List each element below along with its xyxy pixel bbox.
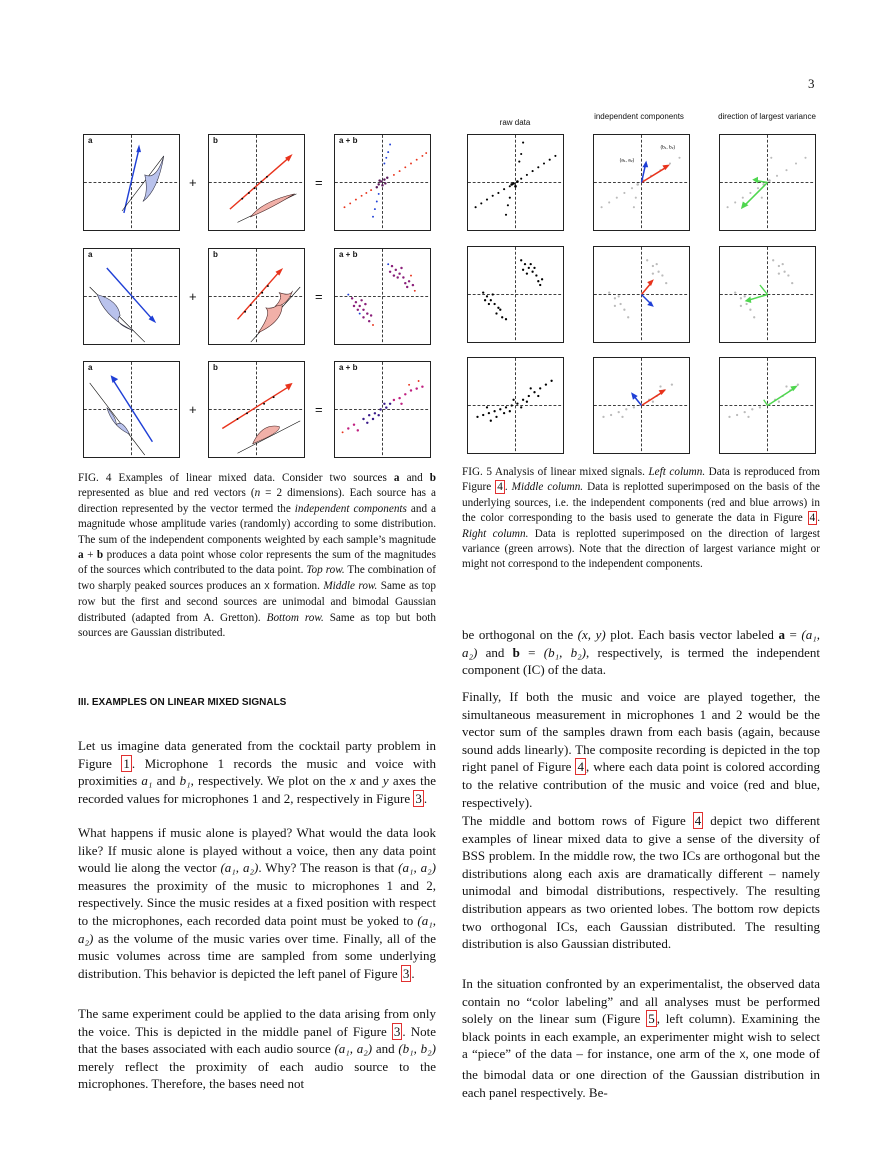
- body-text: , respectively. We plot on the: [190, 773, 350, 789]
- fig4-row3-panel-ab: [334, 361, 431, 458]
- math: (a₁, a₂): [78, 912, 436, 946]
- fig5-header-ic: independent components: [594, 112, 684, 121]
- figure-link[interactable]: 4: [809, 512, 816, 525]
- caption-italic: Top row.: [306, 564, 345, 577]
- fig5-row3-variance-plot: [720, 358, 815, 453]
- fig4-row1-ab-plot: [335, 135, 430, 230]
- panel-label: b: [213, 250, 218, 259]
- fig5-row3-variance: [719, 357, 816, 454]
- fig5-header-variance: direction of largest variance: [718, 112, 816, 121]
- body-text: as the volume of the music varies over time. Finally, all of the music volumes across time are sampled from some underlying distribution. This behavior is depicted the left panel of Figure: [78, 930, 436, 981]
- equals-sign: =: [315, 402, 323, 417]
- math-bold: a: [778, 627, 785, 642]
- fig5-header-raw: raw data: [499, 118, 531, 127]
- panel-label: a + b: [339, 363, 358, 372]
- body-text: What happens if music alone is played? What would the data look like? If music alone is played without a voice, then any data point would lie along the vector: [78, 825, 436, 876]
- fig5-row2-raw: [467, 246, 564, 343]
- body-text: The same experiment could be applied to the data arising from only the voice. This is depicted in the middle panel of Figure: [78, 1006, 436, 1039]
- body-text: Let us imagine data generated from the cocktail party problem in Figure: [78, 738, 436, 771]
- body-text: and: [372, 1041, 399, 1057]
- fig4-row2-panel-ab: [334, 248, 431, 345]
- equals-sign: =: [315, 289, 323, 304]
- body-text: .: [423, 790, 428, 806]
- math: (b₁, b₂): [398, 1041, 436, 1057]
- body-text: plot. Each basis vector labeled: [605, 627, 779, 642]
- plus-sign: +: [189, 402, 197, 417]
- caption-text: .: [817, 512, 820, 525]
- math: x: [349, 773, 356, 789]
- figure-link[interactable]: 3: [393, 1023, 401, 1039]
- annotation-a: (a₁, a₂): [619, 158, 635, 164]
- fig4-row1-panel-ab: [334, 134, 431, 231]
- body-mono: X: [739, 1051, 746, 1063]
- body-text: and: [477, 644, 513, 660]
- fig5-row3-raw: [467, 357, 564, 454]
- body-text: , one mode of the bimodal data or one direction of the Gaussian distribution in each panel respectively. Be-: [462, 1046, 820, 1100]
- caption-text: .: [504, 481, 512, 494]
- caption-text: The combination of two sharply peaked sources produces an: [78, 564, 436, 592]
- caption-italic: Right column.: [462, 527, 529, 540]
- fig5-row1-ic: [593, 134, 690, 231]
- math: (a₁, a₂): [462, 627, 820, 660]
- fig4-caption: [78, 471, 436, 641]
- body-text: be orthogonal on the: [462, 627, 578, 642]
- fig4-row1-b-plot: [209, 135, 304, 230]
- body-text: and: [152, 773, 180, 789]
- figure-link[interactable]: 4: [577, 759, 584, 775]
- equals-sign: =: [315, 175, 323, 190]
- left-paragraph-3: [78, 1005, 436, 1093]
- fig4-row3-panel-b: [208, 361, 305, 458]
- panel-label: b: [213, 136, 218, 145]
- caption-text: = 2 dimensions). Each source has a direction represented by the vector termed the: [78, 487, 436, 515]
- fig5-row1-variance-plot: [720, 135, 815, 230]
- figure-link[interactable]: 4: [694, 813, 702, 828]
- fig4-row3-panel-a: [83, 361, 180, 458]
- fig5-row3-ic-plot: [594, 358, 689, 453]
- plus-sign: +: [189, 175, 197, 190]
- caption-text: represented as blue and red vectors (: [78, 487, 255, 500]
- caption-text: and a magnitude whose amplitude varies (randomly) according to some distribution. The sum of the independent components weighted by each sample’s magnitude: [78, 502, 436, 546]
- body-text: =: [519, 644, 544, 660]
- caption-text: Same as top row but the first and second sources are unimodal and bimodal Gaussian distributed (adapted from A. Gretton).: [78, 579, 436, 624]
- page-number: 3: [808, 76, 815, 91]
- section-title: III. EXAMPLES ON LINEAR MIXED SIGNALS: [78, 697, 287, 708]
- body-text: depict two different examples of linear mixed data to give a sense of the diversity of BSS problem. In the middle row, the two ICs are orthogonal but the distributions along each axis are dramatically different – namely unimodal and bimodal distributions, respectively. The resulting distribution appears as two oriented lobes. The bottom row depicts two orthogonal ICs, each Gaussian distributed. The resulting distribution is also Gaussian distributed.: [462, 813, 821, 952]
- fig5-row2-ic: [593, 246, 690, 343]
- caption-italic: n: [254, 487, 261, 500]
- annotation-b: (b₁, b₂): [660, 145, 676, 151]
- caption-italic: Middle column.: [511, 481, 584, 494]
- fig4-row2-panel-b: [208, 248, 305, 345]
- figure-link[interactable]: 5: [648, 1011, 655, 1027]
- caption-text: FIG. 4 Examples of linear mixed data. Consider two sources: [78, 472, 394, 484]
- caption-text: FIG. 5 Analysis of linear mixed signals.: [462, 466, 649, 478]
- right-paragraph-4: [462, 975, 820, 1101]
- fig5-row2-variance-plot: [720, 247, 815, 342]
- fig5-row2-ic-plot: [594, 247, 689, 342]
- right-paragraph-2: [462, 688, 820, 811]
- body-text: . Why? The reason is that: [258, 860, 399, 876]
- figure-link[interactable]: 3: [402, 965, 410, 981]
- caption-text: +: [83, 549, 97, 562]
- fig5-row3-raw-plot: [468, 358, 563, 453]
- math: y: [382, 773, 389, 789]
- fig4-row2-panel-a: [83, 248, 180, 345]
- caption-text: Data is reproduced from Figure: [462, 466, 820, 494]
- math: (a₁, a₂): [220, 860, 259, 876]
- fig5-row1-variance: [719, 134, 816, 231]
- fig4-row1-panel-a: [83, 134, 180, 231]
- fig4-row2-ab-plot: [335, 249, 430, 344]
- left-paragraph-2: [78, 824, 436, 982]
- caption-text: produces a data point whose color represents the sum of the magnitudes of the sources which contributed to the data point.: [78, 549, 436, 577]
- caption-text: formation.: [269, 579, 324, 592]
- caption-italic: Left column.: [648, 466, 706, 478]
- caption-bold: b: [96, 549, 104, 562]
- body-text: axes the recorded values for microphones 1 and 2, respectively in Figure: [78, 773, 436, 806]
- fig4-row3-ab-plot: [335, 362, 430, 457]
- fig4-row2-a-plot: [84, 249, 179, 344]
- fig5-row2-variance: [719, 246, 816, 343]
- math: (b₁, b₂): [543, 644, 586, 660]
- panel-label: a: [88, 250, 93, 259]
- body-text: . Note that the bases associated with each audio source: [78, 1023, 436, 1057]
- fig4-row3-b-plot: [209, 362, 304, 457]
- panel-label: a + b: [339, 250, 358, 259]
- fig5-row1-raw-plot: [468, 135, 563, 230]
- caption-bold: b: [429, 472, 436, 484]
- caption-text: and: [399, 472, 430, 484]
- panel-label: b: [213, 363, 218, 372]
- right-paragraph-1: [462, 626, 820, 679]
- body-text: In the situation confronted by an experimentalist, the observed data contain no “color labeling” and all analyses must be performed solely on the linear sum (Figure: [462, 976, 820, 1027]
- body-text: . Microphone 1 records the music and voice with proximities: [78, 755, 436, 789]
- panel-label: a: [88, 136, 93, 145]
- caption-text: Data is replotted superimposed on the direction of largest variance (green arrows). Note that the direction of largest variance might or might not correspond to the independent components.: [462, 527, 820, 571]
- fig5-row3-ic: [593, 357, 690, 454]
- plus-sign: +: [189, 289, 197, 304]
- body-text: .: [411, 965, 415, 981]
- fig5-row2-raw-plot: [468, 247, 563, 342]
- body-text: Finally, If both the music and voice are played together, the simultaneous measurement in microphones 1 and 2 would be the vector sum of the samples drawn from each basis (again, because sound adds linearly). The composite recording is depicted in the top right panel of Figure: [462, 689, 820, 775]
- caption-italic: independent components: [294, 502, 407, 515]
- fig5-row1-ic-plot: [594, 135, 689, 230]
- math: (a₁, a₂): [398, 860, 436, 876]
- math: b₁: [179, 773, 191, 789]
- body-text: , respectively, is termed the independent component (IC) of the data.: [462, 644, 820, 678]
- fig4-row2-b-plot: [209, 249, 304, 344]
- fig4-row3-a-plot: [84, 362, 179, 457]
- body-text: =: [784, 627, 802, 642]
- math: a₁: [141, 773, 153, 789]
- caption-text: Same as top but both sources are Gaussian distributed.: [78, 611, 436, 640]
- caption-text: Data is replotted superimposed on the basis of the underlying sources, i.e. the independent components (red and blue arrows) in the color corresponding to the basis used to generate the data in Figure: [462, 481, 821, 525]
- body-text: , where each data point is colored according to the relative contribution of the music and voice (red and blue, respectively).: [462, 759, 820, 810]
- body-text: , left column). Examining the black points in each example, an experimenter might wish to select a “piece” of the data – for instance, one arm of the: [462, 1011, 821, 1062]
- figure-link[interactable]: 1: [123, 755, 130, 771]
- caption-bold: a: [78, 549, 84, 562]
- caption-bold: a: [393, 472, 400, 484]
- caption-italic: Bottom row.: [266, 611, 324, 624]
- caption-italic: Middle row.: [323, 579, 378, 592]
- panel-label: a + b: [339, 136, 358, 145]
- math: (a₁, a₂): [334, 1041, 373, 1057]
- body-text: merely reflect the proximity of each audio source to the microphones. Therefore, the bases need not: [78, 1058, 436, 1092]
- fig5-caption: [462, 465, 820, 573]
- panel-label: a: [88, 363, 93, 372]
- figure-link[interactable]: 3: [415, 790, 422, 806]
- fig4-row1-panel-b: [208, 134, 305, 231]
- caption-mono: X: [264, 581, 270, 592]
- math: (x, y): [577, 627, 606, 642]
- math-bold: b: [512, 644, 520, 660]
- fig4-row1-a-plot: [84, 135, 179, 230]
- body-text: The middle and bottom rows of Figure: [462, 813, 693, 828]
- figure-link[interactable]: 4: [497, 481, 503, 494]
- body-text: and: [355, 773, 383, 789]
- right-paragraph-3: [462, 812, 820, 953]
- body-text: measures the proximity of the music to microphones 1 and 2, respectively. Since the music resides at a fixed position with respect to the microphones, each recorded data point must be yoked to: [78, 877, 436, 928]
- left-paragraph-1: [78, 737, 436, 807]
- fig5-row1-raw: [467, 134, 564, 231]
